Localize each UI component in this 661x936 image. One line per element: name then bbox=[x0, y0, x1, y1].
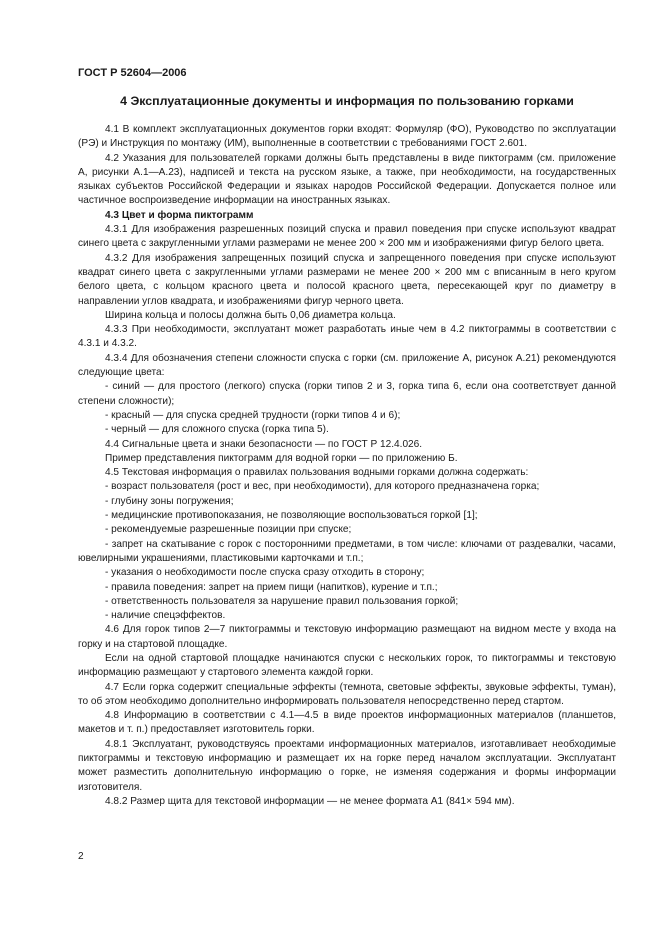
paragraph: 4.7 Если горка содержит специальные эффекты (темнота, световые эффекты, звуковые эффекты, туман), то об этом необходимо дополнительно информировать пользователя непосредственно перед стартом. bbox=[78, 681, 616, 707]
paragraph: - возраст пользователя (рост и вес, при необходимости), для которого предназначена горка; bbox=[105, 481, 540, 493]
paragraph: - синий — для простого (легкого) спуска (горки типов 2 и 3, горка типа 6, если она соответствует данной степени сложности); bbox=[78, 381, 616, 407]
paragraph: 4.5 Текстовая информация о правилах пользования водными горками должна содержать: bbox=[105, 467, 529, 479]
paragraph: 4.3.4 Для обозначения степени сложности спуска с горки (см. приложение А, рисунок А.21) рекомендуются следующие цвета: bbox=[78, 352, 616, 379]
paragraph: - красный — для спуска средней трудности (горки типов 4 и 6); bbox=[105, 409, 401, 421]
paragraph: - рекомендуемые разрешенные позиции при спуске; bbox=[105, 524, 352, 536]
paragraph: - правила поведения: запрет на прием пищи (напитков), курение и т.п.; bbox=[105, 581, 438, 593]
paragraph: - медицинские противопоказания, не позволяющие воспользоваться горкой [1]; bbox=[105, 510, 478, 522]
section-title: 4 Эксплуатационные документы и информация по пользованию горками bbox=[120, 94, 574, 108]
paragraph: 4.3.2 Для изображения запрещенных позиций спуска и запрещенного поведения при спуске используют квадрат синего цвета с закругленными углами размерами не менее 200 × 200 мм с вписанным в него кругом белого цвета, с кольцом красного цвета и полосой красного цвета, пересекающей круг по диаметру в направлении углов квадрата, и изображениями фигур черного цвета. bbox=[78, 252, 616, 307]
paragraph: - глубину зоны погружения; bbox=[105, 495, 234, 507]
subsection-heading: 4.3 Цвет и форма пиктограмм bbox=[105, 209, 254, 221]
page-number: 2 bbox=[78, 851, 84, 862]
paragraph: - наличие спецэффектов. bbox=[105, 610, 226, 622]
document-body bbox=[78, 123, 616, 809]
paragraph: Пример представления пиктограмм для водной горки — по приложению Б. bbox=[105, 452, 458, 464]
paragraph: 4.3.3 При необходимости, эксплуатант может разработать иные чем в 4.2 пиктограммы в соответствии с 4.3.1 и 4.3.2. bbox=[78, 324, 616, 350]
paragraph: - запрет на скатывание с горок с посторонними предметами, в том числе: ключами от раздевалки, часами, ювелирными украшениями, пластиковыми карточками и т.п.; bbox=[78, 538, 616, 564]
paragraph: 4.2 Указания для пользователей горками должны быть представлены в виде пиктограмм (см. приложение А, рисунки А.1—А.23), надписей и текста на русском языке, а также, при необходимости, на государственных языках субъектов Российской Федерации и языках народов Российской Федерации. Допускается полное или частичное воспроизведение информации на иностранных языках. bbox=[78, 152, 616, 207]
paragraph: 4.6 Для горок типов 2—7 пиктограммы и текстовую информацию размещают на видном месте у входа на горку и на стартовой площадке. bbox=[78, 624, 616, 650]
paragraph: - ответственность пользователя за нарушение правил пользования горкой; bbox=[105, 595, 459, 607]
paragraph: 4.8.1 Эксплуатант, руководствуясь проектами информационных материалов, изготавливает необходимые пиктограммы и текстовую информацию и размещает их на горке перед началом эксплуатации. Эксплуатант может разместить дополнительную информацию о горке, не изменяя содержания и формы информации изготовителя. bbox=[78, 738, 616, 793]
paragraph: Если на одной стартовой площадке начинаются спуски с нескольких горок, то пиктограммы и текстовую информацию размещают у стартового элемента каждой горки. bbox=[78, 652, 616, 679]
paragraph: 4.8.2 Размер щита для текстовой информации — не менее формата А1 (841× 594 мм). bbox=[105, 795, 515, 807]
paragraph: - указания о необходимости после спуска сразу отходить в сторону; bbox=[105, 567, 425, 579]
paragraph: - черный — для сложного спуска (горка типа 5). bbox=[105, 424, 329, 436]
paragraph: 4.3.1 Для изображения разрешенных позиций спуска и правил поведения при спуске используют квадрат синего цвета с закругленными углами размерами не менее 200 × 200 мм и изображениями фигур белого цвета. bbox=[78, 224, 616, 250]
document-header: ГОСТ Р 52604—2006 bbox=[78, 67, 187, 79]
paragraph: 4.8 Информацию в соответствии с 4.1—4.5 в виде проектов информационных материалов (планшетов, макетов и т. п.) предоставляет изготовитель горки. bbox=[78, 710, 616, 736]
paragraph: 4.4 Сигнальные цвета и знаки безопасности — по ГОСТ Р 12.4.026. bbox=[105, 438, 423, 450]
paragraph: Ширина кольца и полосы должна быть 0,06 диаметра кольца. bbox=[105, 309, 396, 321]
paragraph: 4.1 В комплект эксплуатационных документов горки входят: Формуляр (ФО), Руководство по эксплуатации (РЭ) и Инструкция по монтажу (ИМ), выполненные в соответствии с требованиями ГОСТ 2.601. bbox=[78, 124, 616, 150]
